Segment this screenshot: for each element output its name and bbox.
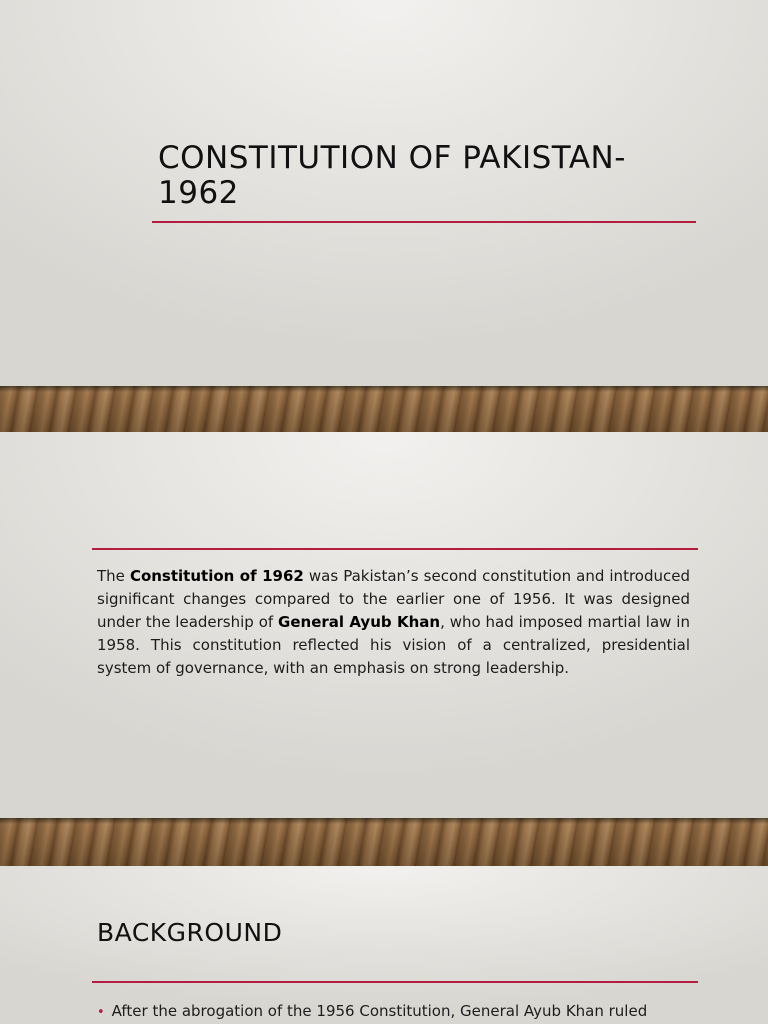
- intro-text-2: was Pakistan’s second constitution and introduced significant changes compared to the earlier one of 1956. It was designed under the leadership of: [97, 567, 690, 631]
- bullet-item: [97, 1000, 697, 1024]
- bullet-text: After the abrogation of the 1956 Constitution, General Ayub Khan ruled: [111, 1002, 648, 1020]
- slide-background: [0, 866, 768, 1024]
- intro-bold-ayub-khan: General Ayub Khan: [278, 613, 441, 631]
- intro-bold-constitution: Constitution of 1962: [129, 567, 304, 585]
- slide-title: [0, 0, 768, 386]
- wood-floor-divider: [0, 818, 768, 866]
- slide-intro: [0, 432, 768, 818]
- background-heading: BACKGROUND: [97, 918, 283, 947]
- wood-floor-divider: [0, 386, 768, 434]
- slide-title-heading: CONSTITUTION OF PAKISTAN-1962: [158, 140, 626, 211]
- intro-text-3: , who had imposed martial law in 1958. This constitution reflected his vision of a centralized, presidential system of governance, with an emphasis on strong leadership.: [97, 613, 690, 677]
- intro-paragraph: [97, 565, 690, 680]
- background-divider: [92, 981, 698, 983]
- intro-text-1: The: [97, 567, 130, 585]
- bullet-icon: •: [97, 1005, 105, 1020]
- intro-divider: [92, 548, 698, 550]
- title-divider: [152, 221, 696, 223]
